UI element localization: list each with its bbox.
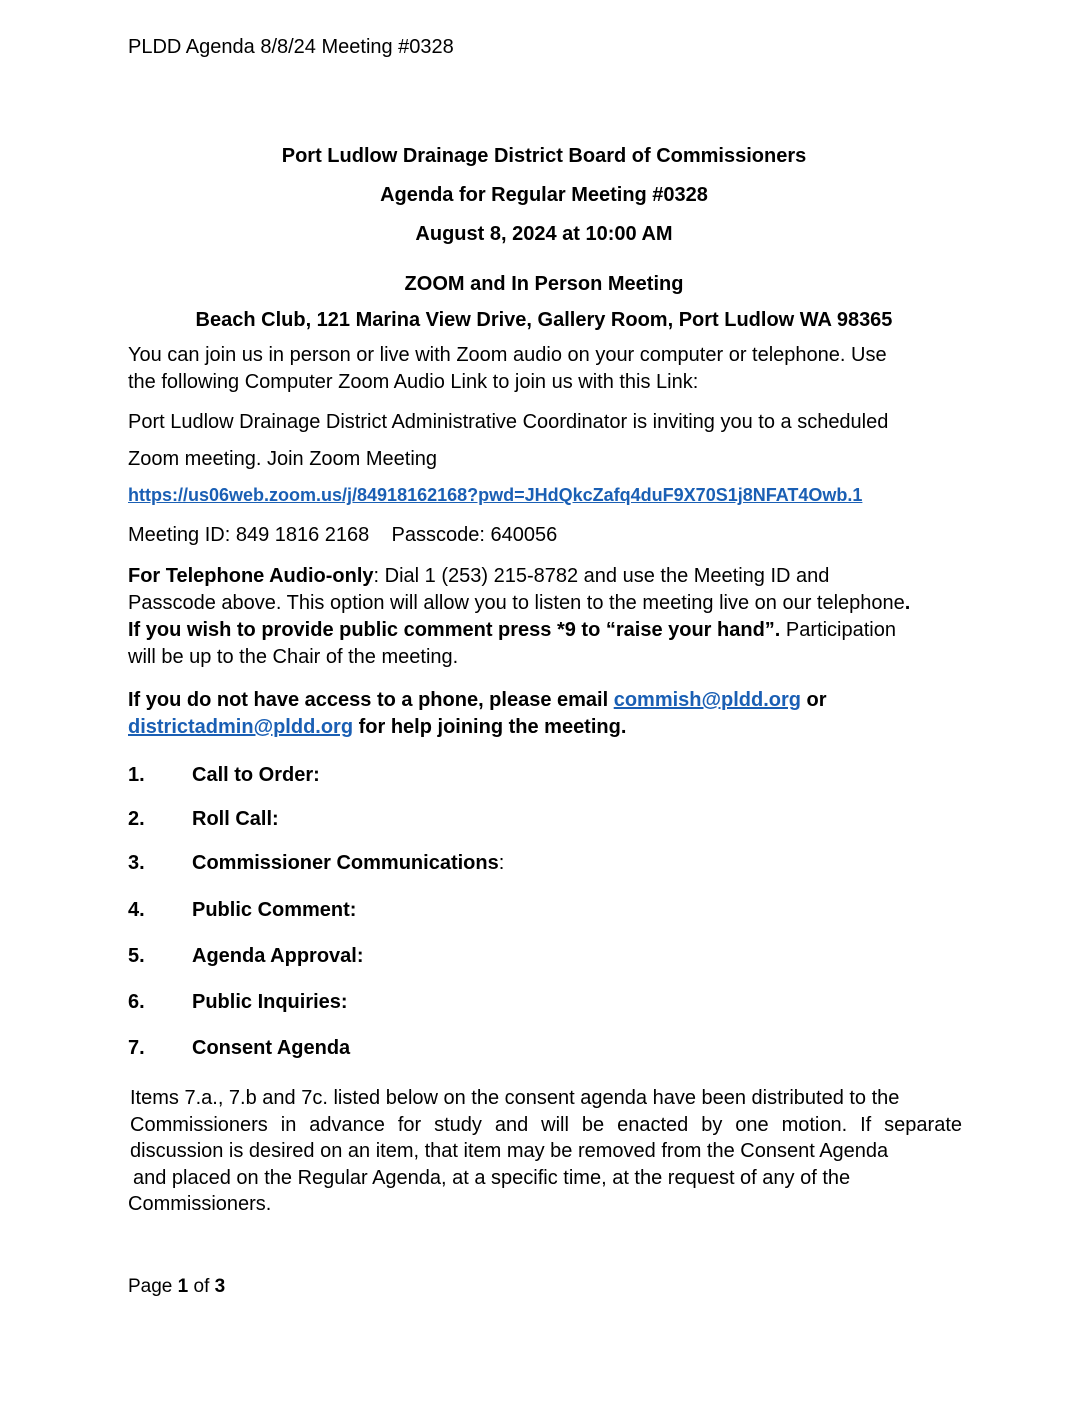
invite-text-2: Zoom meeting. Join Zoom Meeting [128,448,438,470]
agenda-item-number: 1. [128,764,145,786]
intro-paragraph: You can join us in person or live with Zoom audio on your computer or telephone. Use the following Computer Zoom Audio Link to join us with this Link: [128,344,887,393]
agenda-item-public-inquiries: Public Inquiries: [192,991,348,1013]
running-header: PLDD Agenda 8/8/24 Meeting #0328 [128,36,454,58]
agenda-item-roll-call: Roll Call: [192,808,279,830]
title-board: Port Ludlow Drainage District Board of Commissioners [281,145,807,167]
agenda-item-number: 2. [128,808,145,830]
agenda-item-number: 5. [128,945,145,967]
email-link-commish[interactable]: commish@pldd.org [613,689,801,711]
meeting-credentials [128,522,968,549]
agenda-item-number: 3. [128,852,145,874]
email-link-districtadmin[interactable]: districtadmin@pldd.org [128,716,354,738]
agenda-item-commissioner-communications: Commissioner Communications: [192,852,505,874]
consent-agenda-description: Items 7.a., 7.b and 7c. listed below on the consent agenda have been distributed to the Commissioners in advance for study and will be enacted by one motion. If separate discussion is desired on an item, that item may be removed from the Consent Agenda and placed on the Regular Agenda, at a specific time, at the request of any of the Commissioners. [128,1087,962,1215]
telephone-paragraph: For Telephone Audio-only: Dial 1 (253) 215-8782 and use the Meeting ID and Passcode above. This option will allow you to listen to the meeting live on our telephone. If you wish to provide public comment press *9 to “raise your hand”. Participation will be up to the Chair of the meeting. [128,565,911,668]
agenda-item-number: 4. [128,899,145,921]
telephone-label: For Telephone Audio-only [128,565,374,587]
meeting-id: Meeting ID: 849 1816 2168 [128,524,370,546]
zoom-link[interactable]: https://us06web.zoom.us/j/84918162168?pwd=JHdQkcZafq4duF9X70S1j8NFAT4Owb.1 [128,485,863,505]
agenda-item-agenda-approval: Agenda Approval: [192,945,364,967]
title-meeting: Agenda for Regular Meeting #0328 [380,184,708,206]
passcode: Passcode: 640056 [391,524,558,546]
title-location: Beach Club, 121 Marina View Drive, Gallery Room, Port Ludlow WA 98365 [195,309,893,331]
agenda-item-call-to-order: Call to Order: [192,764,320,786]
agenda-item-number: 7. [128,1037,145,1059]
agenda-item-number: 6. [128,991,145,1013]
invite-text-1: Port Ludlow Drainage District Administrative Coordinator is inviting you to a scheduled [128,411,889,433]
email-paragraph: If you do not have access to a phone, please email commish@pldd.org or districtadmin@pldd.org for help joining the meeting. [128,689,827,738]
agenda-item-public-comment: Public Comment: [192,899,357,921]
page-number: Page 1 of 3 [128,1276,226,1297]
title-date: August 8, 2024 at 10:00 AM [415,223,673,245]
agenda-item-consent-agenda: Consent Agenda [192,1037,351,1059]
title-format: ZOOM and In Person Meeting [404,273,684,295]
public-comment-instruction: If you wish to provide public comment press *9 to “raise your hand”. [128,619,781,641]
